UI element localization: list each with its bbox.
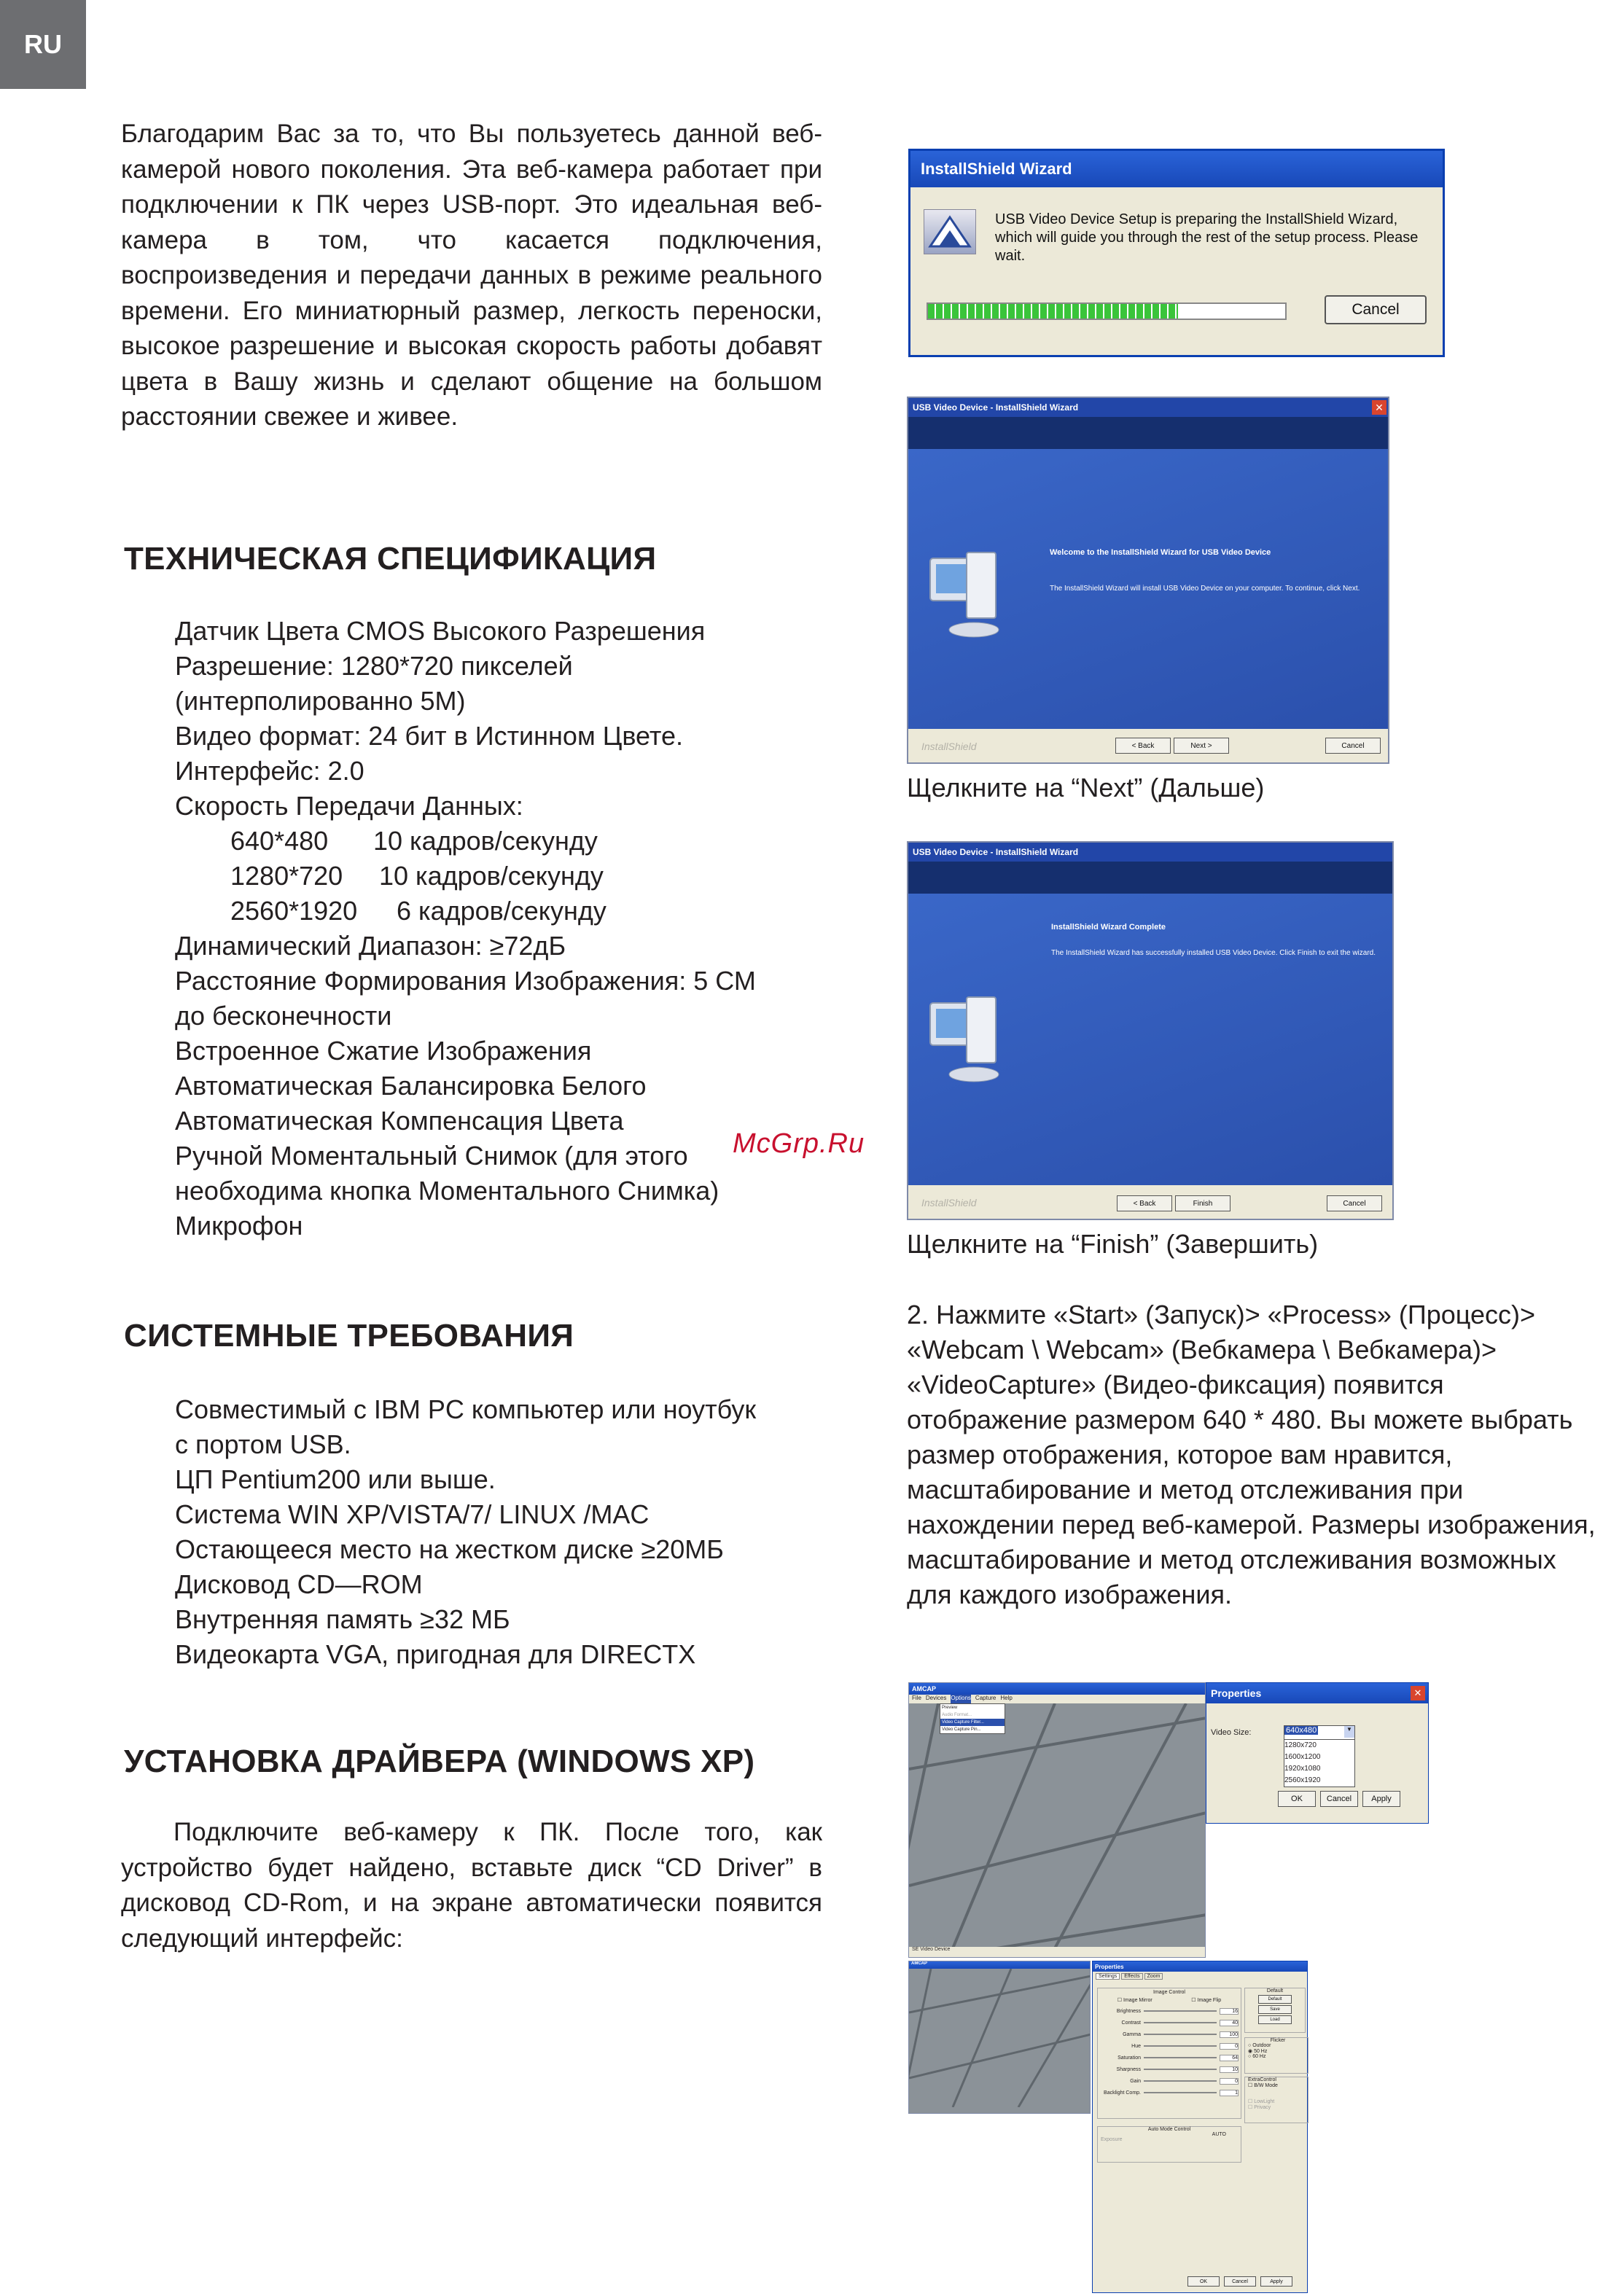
privacy-label: Privacy [1254, 2105, 1271, 2110]
rate-res: 2560*1920 [230, 896, 358, 926]
step2-paragraph: 2. Нажмите «Start» (Запуск)> «Process» (Процесс)> «Webcam \ Webcam» (Вебкамера \ Вебкамера)> «VideoCapture» (Видео-фиксация) появится отображение размером 640 * 480. Вы можете выбрать размер отображения, которое вам нравится, масштабирование и метод отслеживания при нахождении перед веб-камерой. Размеры изображения, масштабирование и метод отслеживания возможных для каждого изображения. [907, 1300, 1596, 1609]
rate-fps: 10 кадров/секунду [379, 861, 604, 891]
dropdown-item[interactable]: Video Capture Filter... [940, 1719, 1005, 1726]
size-option[interactable]: 1280x720 [1284, 1741, 1317, 1749]
wizard-preparing-title: InstallShield Wizard [910, 151, 1443, 187]
sysreq-line: Совместимый с IBM PC компьютер или ноутбук [175, 1394, 757, 1424]
save-button[interactable]: Save [1258, 2005, 1292, 2014]
slider-row [1098, 2063, 1241, 2075]
default-group-title: Default [1266, 1988, 1284, 1994]
default-button[interactable]: Default [1258, 1995, 1292, 2004]
image-mirror-label: Image Mirror [1123, 1998, 1152, 2003]
slider-track[interactable] [1144, 2010, 1217, 2012]
slider-value: 0 [1220, 2043, 1239, 2050]
slider-track[interactable] [1144, 2080, 1217, 2082]
wizard-complete-title: USB Video Device - InstallShield Wizard [908, 843, 1392, 862]
flicker-50hz[interactable]: ◉ 50 Hz [1248, 2049, 1268, 2054]
flicker-outdoor-label: Outdoor [1252, 2043, 1271, 2048]
slider-label: Gamma [1123, 2031, 1141, 2037]
slider-track[interactable] [1144, 2022, 1217, 2023]
cancel-button[interactable]: Cancel [1320, 1791, 1358, 1807]
slider-row [1098, 2040, 1241, 2052]
sysreq-heading: СИСТЕМНЫЕ ТРЕБОВАНИЯ [124, 1318, 574, 1354]
install-progress-fill [928, 304, 1178, 319]
slider-row [1098, 2052, 1241, 2063]
tab-settings[interactable]: Settings [1096, 1973, 1120, 1980]
size-option[interactable]: 2560x1920 [1284, 1776, 1321, 1784]
wizard-welcome-title: USB Video Device - InstallShield Wizard [908, 398, 1388, 417]
flicker-60hz[interactable]: ○ 60 Hz [1248, 2054, 1266, 2059]
computer-icon [923, 988, 1010, 1090]
video-size-label: Video Size: [1211, 1728, 1252, 1737]
amcap-window-small [908, 1961, 1091, 2114]
spec-line: Динамический Диапазон: ≥72дБ [175, 931, 566, 961]
camera-preview [909, 1969, 1091, 2107]
default-group [1244, 1988, 1306, 2033]
flicker-title: Flicker [1270, 2038, 1286, 2043]
wizard-complete-window [907, 841, 1394, 1220]
sysreq-line: Дисковод CD—ROM [175, 1569, 423, 1599]
menu-devices[interactable]: Devices [925, 1695, 947, 1701]
slider-label: Hue [1131, 2043, 1141, 2049]
spec-line: Встроенное Сжатие Изображения [175, 1036, 592, 1066]
slider-value: 40 [1220, 2020, 1239, 2026]
wizard-banner [908, 417, 1388, 449]
properties-window [1206, 1682, 1429, 1824]
spec-line: Скорость Передачи Данных: [175, 791, 523, 821]
cancel-button[interactable]: Cancel [1224, 2276, 1256, 2287]
spec-line: Видео формат: 24 бит в Истинном Цвете. [175, 721, 683, 751]
slider-label: Sharpness [1116, 2066, 1141, 2072]
image-check-row [1098, 1997, 1241, 2003]
back-button[interactable]: < Back [1115, 738, 1171, 754]
extra-title: ExtraControl [1248, 2077, 1276, 2082]
close-icon[interactable]: ✕ [1372, 400, 1386, 415]
wizard-welcome-heading: Welcome to the InstallShield Wizard for USB Video Device [1050, 548, 1271, 557]
privacy-check[interactable]: ☐ Privacy [1248, 2105, 1271, 2110]
bw-label: B/W Mode [1254, 2083, 1278, 2088]
spec-line: Расстояние Формирования Изображения: 5 СМ [175, 966, 756, 996]
image-control-title: Image Control [1153, 1990, 1185, 1995]
menu-file[interactable]: File [912, 1695, 921, 1701]
spec-line: Автоматическая Компенсация Цвета [175, 1106, 624, 1136]
slider-row [1098, 2005, 1241, 2017]
wizard-complete-heading: InstallShield Wizard Complete [1051, 923, 1166, 932]
driver-heading: УСТАНОВКА ДРАЙВЕРА (WINDOWS XP) [124, 1744, 755, 1779]
slider-row [1098, 2028, 1241, 2040]
amcap-title: AMCAP [909, 1961, 1090, 1969]
slider-track[interactable] [1144, 2069, 1217, 2070]
spec-line: (интерполированно 5M) [175, 686, 466, 716]
lowlight-check[interactable]: ☐ LowLight [1248, 2099, 1275, 2104]
properties-title: Properties [1206, 1683, 1428, 1703]
dropdown-item[interactable]: Audio Format... [942, 1713, 972, 1717]
slider-value: 10 [1220, 2066, 1239, 2073]
properties-settings-window [1092, 1961, 1308, 2293]
driver-paragraph [121, 1815, 822, 1956]
image-control-group [1097, 1988, 1241, 2119]
slider-value: 16 [1220, 2008, 1239, 2015]
amcap-window [908, 1682, 1206, 1958]
sysreq-line: ЦП Pentium200 или выше. [175, 1464, 496, 1494]
back-button[interactable]: < Back [1117, 1195, 1172, 1211]
spec-line: Интерфейс: 2.0 [175, 756, 364, 786]
cancel-button[interactable]: Cancel [1325, 738, 1381, 754]
spec-list [175, 614, 756, 1243]
sysreq-list [175, 1392, 756, 1672]
slider-row [1098, 2075, 1241, 2087]
installshield-logo-icon [924, 209, 976, 254]
wizard-cancel-button[interactable]: Cancel [1325, 295, 1427, 324]
apply-button[interactable]: Apply [1362, 1791, 1400, 1807]
spec-line: Ручной Моментальный Снимок (для этого [175, 1141, 688, 1171]
rate-fps: 10 кадров/секунду [373, 826, 598, 856]
spec-line: до бесконечности [175, 1001, 392, 1031]
lowlight-label: LowLight [1254, 2099, 1275, 2104]
amcap-title: AMCAP [909, 1683, 1205, 1695]
finish-button[interactable]: Finish [1175, 1195, 1230, 1211]
properties-settings-title: Properties [1093, 1961, 1307, 1972]
size-option[interactable]: 1920x1080 [1284, 1765, 1321, 1773]
properties-tabs [1093, 1972, 1307, 1981]
dropdown-item[interactable]: Video Capture Pin... [942, 1727, 981, 1732]
auto-mode-group [1097, 2126, 1241, 2163]
video-size-select[interactable] [1284, 1725, 1355, 1740]
slider-row [1098, 2087, 1241, 2098]
wizard-banner [908, 862, 1392, 894]
camera-preview [909, 1703, 1205, 1948]
slider-list [1098, 2005, 1241, 2098]
slider-track[interactable] [1144, 2034, 1217, 2035]
close-icon[interactable]: ✕ [1411, 1686, 1425, 1700]
amcap-status: SE Video Device [909, 1947, 1206, 1957]
intro-paragraph: Благодарим Вас за то, что Вы пользуетесь данной веб-камерой нового поколения. Эта веб-камера работает при подключении к ПК через USB-порт. Это идеальная веб-камера в том, что касается подключения, воспроизведения и передачи данных в режиме реального времени. Его миниатюрный размер, легкость переноски, высокое разрешение и высокая скорость работы добавят цвета в Вашу жизнь и сделают общение на большом расстоянии свежее и живее. [121, 120, 822, 431]
rate-res: 640*480 [230, 826, 329, 856]
rate-row [175, 824, 756, 859]
slider-label: Brightness [1116, 2008, 1141, 2014]
wizard-welcome-body: The InstallShield Wizard will install USB Video Device on your computer. To continue, click Next. [1050, 585, 1360, 593]
rate-row [175, 894, 756, 929]
size-option[interactable]: 1600x1200 [1284, 1753, 1321, 1761]
video-size-value: 640x480 [1286, 1726, 1317, 1735]
slider-value: 1 [1220, 2090, 1239, 2096]
flicker-group [1244, 2037, 1308, 2074]
rate-res: 1280*720 [230, 861, 343, 891]
watermark: McGrp.Ru [733, 1128, 865, 1159]
sysreq-line: Видеокарта VGA, пригодная для DIRECTX [175, 1639, 696, 1669]
image-mirror-check[interactable]: ☐ Image Mirror [1117, 1998, 1152, 2003]
installshield-brand: InstallShield [921, 1197, 977, 1208]
slider-label: Saturation [1118, 2055, 1141, 2061]
slider-row [1098, 2017, 1241, 2028]
caption-finish: Щелкните на “Finish” (Завершить) [907, 1229, 1319, 1259]
language-tab: RU [0, 0, 86, 89]
options-dropdown [940, 1703, 1005, 1734]
spec-line: Микрофон [175, 1211, 303, 1241]
load-button[interactable]: Load [1258, 2015, 1292, 2024]
rate-row [175, 859, 756, 894]
auto-check[interactable]: AUTO [1212, 2132, 1226, 2137]
auto-mode-title: Auto Mode Control [1147, 2127, 1191, 2132]
menu-capture[interactable]: Capture [975, 1695, 996, 1701]
rate-fps: 6 кадров/секунду [397, 896, 607, 926]
spec-line: Автоматическая Балансировка Белого [175, 1071, 647, 1101]
menu-options[interactable]: Options [951, 1695, 971, 1703]
flicker-outdoor[interactable]: ○ Outdoor [1248, 2043, 1271, 2048]
install-progress-bar [927, 302, 1287, 320]
slider-track[interactable] [1144, 2057, 1217, 2058]
menu-help[interactable]: Help [1000, 1695, 1013, 1701]
spec-line: необходима кнопка Моментального Снимка) [175, 1176, 719, 1206]
computer-icon [923, 544, 1010, 646]
wizard-preparing-window [908, 149, 1445, 357]
driver-text: Подключите веб-камеру к ПК. После того, как устройство будет найдено, вставьте диск “CD Driver” в дисковод CD-Rom, и на экране автоматически появится следующий интерфейс: [121, 1818, 822, 1953]
spec-heading: ТЕХНИЧЕСКАЯ СПЕЦИФИКАЦИЯ [124, 541, 657, 577]
installshield-brand: InstallShield [921, 741, 977, 752]
spec-line: Датчик Цвета CMOS Высокого Разрешения [175, 616, 706, 646]
flicker-50hz-label: 50 Hz [1254, 2049, 1268, 2054]
chevron-down-icon[interactable]: ▼ [1344, 1726, 1354, 1738]
sysreq-line: с портом USB. [175, 1429, 351, 1459]
slider-label: Backlight Comp. [1104, 2090, 1141, 2096]
ok-button[interactable]: OK [1187, 2276, 1220, 2287]
apply-button[interactable]: Apply [1260, 2276, 1292, 2287]
sysreq-line: Система WIN XP/VISTA/7/ LINUX /MAC [175, 1499, 650, 1529]
sysreq-line: Остающееся место на жестком диске ≥20МБ [175, 1534, 724, 1564]
flicker-60hz-label: 60 Hz [1252, 2054, 1266, 2059]
tab-effects[interactable]: Effects [1121, 1973, 1142, 1980]
video-size-options [1284, 1739, 1355, 1787]
image-flip-check[interactable]: ☐ Image Flip [1191, 1998, 1222, 2003]
slider-track[interactable] [1144, 2045, 1217, 2047]
exposure-label: Exposure [1101, 2137, 1123, 2142]
slider-value: 0 [1220, 2078, 1239, 2085]
sysreq-line: Внутренняя память ≥32 МБ [175, 1604, 510, 1634]
ok-button[interactable]: OK [1278, 1791, 1316, 1807]
wizard-welcome-window [907, 397, 1389, 764]
bw-check[interactable]: ☐ B/W Mode [1248, 2083, 1278, 2088]
next-button[interactable]: Next > [1174, 738, 1229, 754]
tab-zoom[interactable]: Zoom [1144, 1973, 1163, 1980]
amcap-menubar [909, 1695, 1205, 1703]
spec-line: Разрешение: 1280*720 пикселей [175, 651, 573, 681]
dropdown-item[interactable]: Preview [942, 1706, 958, 1710]
slider-label: Gain [1130, 2078, 1141, 2084]
slider-value: 64 [1220, 2055, 1239, 2061]
wizard-complete-body: The InstallShield Wizard has successfully installed USB Video Device. Click Finish to exit the wizard. [1051, 949, 1376, 957]
image-flip-label: Image Flip [1197, 1998, 1222, 2003]
slider-label: Contrast [1121, 2020, 1141, 2026]
caption-next: Щелкните на “Next” (Дальше) [907, 773, 1265, 803]
slider-track[interactable] [1144, 2092, 1217, 2093]
slider-value: 100 [1220, 2031, 1239, 2038]
cancel-button[interactable]: Cancel [1327, 1195, 1382, 1211]
wizard-preparing-message: USB Video Device Setup is preparing the InstallShield Wizard, which will guide you through the rest of the setup process. Please wait. [995, 211, 1419, 264]
extra-group [1244, 2077, 1308, 2123]
